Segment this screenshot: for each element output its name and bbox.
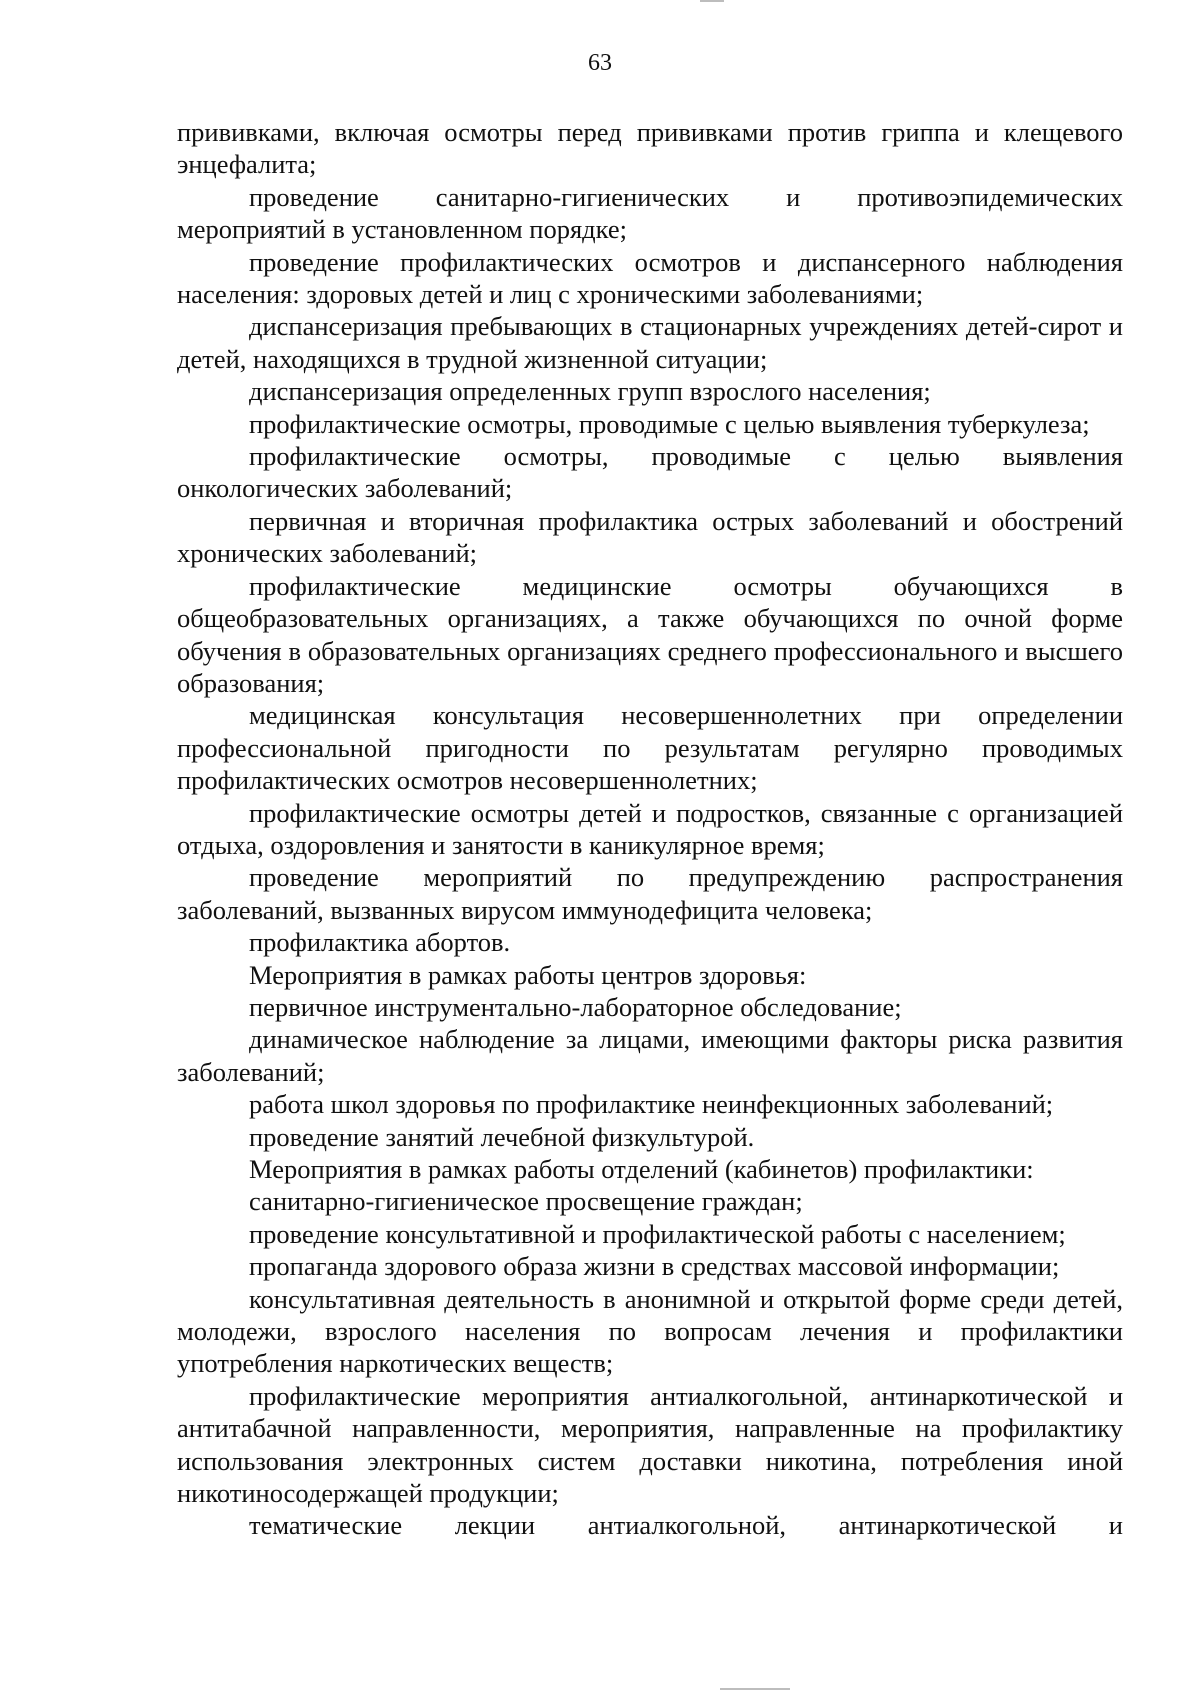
- paragraph: диспансеризация пребывающих в стационарных учреждениях детей-сирот и детей, находящихся в трудной жизненной ситуации;: [177, 311, 1123, 374]
- paragraph: профилактические медицинские осмотры обучающихся в общеобразовательных организациях, а также обучающихся по очной форме обучения в образовательных организациях среднего профессионального и высшего образования;: [177, 570, 1123, 698]
- paragraph: диспансеризация определенных групп взрослого населения;: [249, 376, 931, 407]
- paragraph: санитарно-гигиеническое просвещение граждан;: [249, 1186, 803, 1217]
- paragraph: прививками, включая осмотры перед прививками против гриппа и клещевого энцефалита;: [177, 117, 1123, 180]
- paragraph: проведение мероприятий по предупреждению распространения заболеваний, вызванных вирусом иммунодефицита человека;: [177, 862, 1123, 925]
- page-number: 63: [588, 50, 612, 76]
- paragraph: проведение занятий лечебной физкультурой.: [249, 1121, 755, 1152]
- paragraph: проведение санитарно-гигиенических и противоэпидемических мероприятий в установленном порядке;: [177, 181, 1123, 245]
- section-heading: Мероприятия в рамках работы отделений (кабинетов) профилактики:: [249, 1154, 1034, 1184]
- paragraph: работа школ здоровья по профилактике неинфекционных заболеваний;: [249, 1089, 1054, 1120]
- paragraph: проведение консультативной и профилактической работы с населением;: [249, 1218, 1066, 1249]
- paragraph: профилактические осмотры, проводимые с целью выявления туберкулеза;: [249, 408, 1090, 439]
- paragraph: первичное инструментально-лабораторное обследование;: [249, 991, 902, 1022]
- paragraph: профилактические осмотры детей и подростков, связанные с организацией отдыха, оздоровления и занятости в каникулярное время;: [177, 797, 1123, 860]
- scan-artifact-top: [700, 0, 724, 2]
- paragraph: консультативная деятельность в анонимной и открытой форме среди детей, молодежи, взрослого населения по вопросам лечения и профилактики употребления наркотических веществ;: [177, 1283, 1123, 1379]
- paragraph: динамическое наблюдение за лицами, имеющими факторы риска развития заболеваний;: [177, 1024, 1123, 1087]
- paragraph: профилактические осмотры, проводимые с целью выявления онкологических заболеваний;: [177, 441, 1123, 504]
- paragraph: медицинская консультация несовершеннолетних при определении профессиональной пригодности по результатам регулярно проводимых профилактических осмотров несовершеннолетних;: [177, 700, 1123, 796]
- paragraph: проведение профилактических осмотров и диспансерного наблюдения населения: здоровых детей и лиц с хроническими заболеваниями;: [177, 246, 1123, 310]
- paragraph: профилактические мероприятия антиалкогольной, антинаркотической и антитабачной направленности, мероприятия, направленные на профилактику использования электронных систем доставки никотина, потребления иной никотиносодержащей продукции;: [177, 1380, 1123, 1509]
- paragraph: пропаганда здорового образа жизни в средствах массовой информации;: [249, 1251, 1060, 1282]
- paragraph: профилактика абортов.: [249, 927, 511, 958]
- scan-artifact-bottom: [720, 1688, 790, 1690]
- paragraph: тематические лекции антиалкогольной, антинаркотической и: [249, 1510, 1123, 1541]
- document-body: [177, 116, 1123, 1542]
- section-heading: Мероприятия в рамках работы центров здоровья:: [249, 959, 807, 990]
- paragraph: первичная и вторичная профилактика острых заболеваний и обострений хронических заболеваний;: [177, 505, 1123, 569]
